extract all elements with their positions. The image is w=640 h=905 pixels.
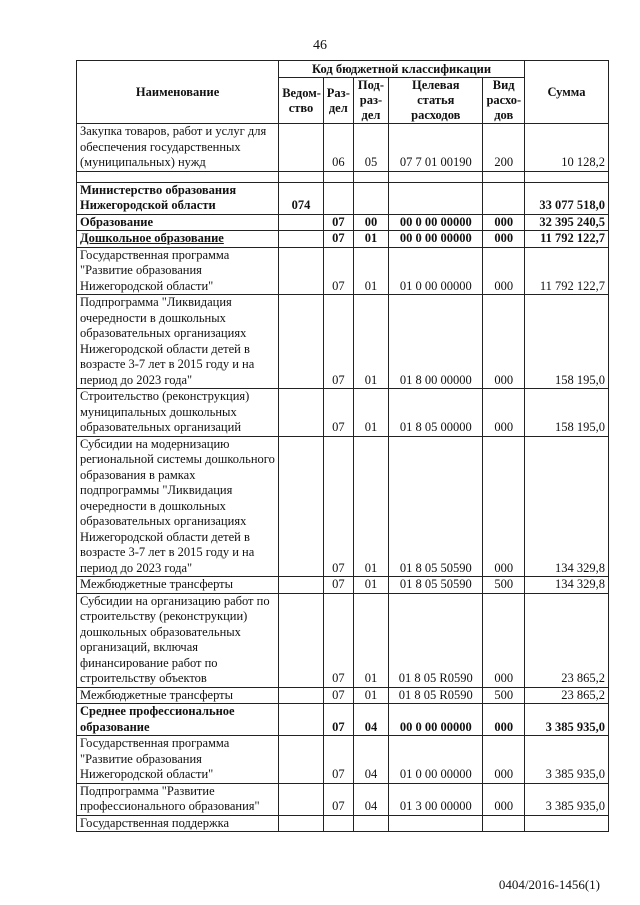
- row-razd: 06: [323, 124, 353, 172]
- row-cs: 01 8 05 R0590: [389, 687, 483, 704]
- budget-table: [76, 60, 609, 832]
- header-sum: Сумма: [524, 61, 608, 124]
- table-row: [77, 436, 609, 577]
- row-sum: 134 329,8: [524, 577, 608, 594]
- row-cs: 01 8 05 50590: [389, 436, 483, 577]
- row-sum: 134 329,8: [524, 436, 608, 577]
- row-name: Закупка товаров, работ и услуг для обеспечения государственных (муниципальных) нужд: [77, 124, 279, 172]
- row-sum: 23 865,2: [524, 687, 608, 704]
- header-name: Наименование: [77, 61, 279, 124]
- table-row: [77, 389, 609, 437]
- row-cs: 01 3 00 00000: [389, 783, 483, 815]
- table-row: [77, 214, 609, 231]
- row-sum: 32 395 240,5: [524, 214, 608, 231]
- row-vr: 000: [483, 295, 525, 389]
- row-ved: [279, 815, 324, 832]
- row-vr: 000: [483, 231, 525, 248]
- row-ved: [279, 783, 324, 815]
- header-code-group: Код бюджетной классификации: [279, 61, 525, 78]
- header-cs: Целевая статья расходов: [389, 78, 483, 124]
- row-razd: 07: [323, 389, 353, 437]
- row-razd: 07: [323, 783, 353, 815]
- row-cs: 01 0 00 00000: [389, 736, 483, 784]
- row-ved: [279, 436, 324, 577]
- row-podr: 01: [353, 247, 388, 295]
- row-podr: 01: [353, 389, 388, 437]
- row-sum: 11 792 122,7: [524, 247, 608, 295]
- row-cs: 01 8 05 50590: [389, 577, 483, 594]
- row-sum: 3 385 935,0: [524, 704, 608, 736]
- table-row: [77, 704, 609, 736]
- row-cs: [389, 182, 483, 214]
- row-sum: 158 195,0: [524, 389, 608, 437]
- table-row: [77, 295, 609, 389]
- row-name: Строительство (реконструкция) муниципальных дошкольных образовательных организаций: [77, 389, 279, 437]
- row-razd: 07: [323, 231, 353, 248]
- row-vr: 000: [483, 436, 525, 577]
- row-ved: [279, 295, 324, 389]
- row-sum: 158 195,0: [524, 295, 608, 389]
- row-name: Дошкольное образование: [77, 231, 279, 248]
- row-podr: 04: [353, 736, 388, 784]
- row-ved: [279, 736, 324, 784]
- table-row: [77, 783, 609, 815]
- row-cs: [389, 815, 483, 832]
- row-name: Подпрограмма "Ликвидация очередности в дошкольных образовательных организациях Нижегородской области детей в возрасте 3-7 лет в 2015 году и на период до 2023 года": [77, 295, 279, 389]
- row-name: Межбюджетные трансферты: [77, 577, 279, 594]
- row-sum: 3 385 935,0: [524, 783, 608, 815]
- row-podr: 01: [353, 436, 388, 577]
- row-name: Межбюджетные трансферты: [77, 687, 279, 704]
- row-podr: 04: [353, 783, 388, 815]
- row-vr: 200: [483, 124, 525, 172]
- row-ved: [279, 704, 324, 736]
- row-ved: [279, 593, 324, 687]
- row-name: Среднее профессиональное образование: [77, 704, 279, 736]
- row-ved: [279, 389, 324, 437]
- table-row: [77, 124, 609, 172]
- row-sum: [524, 815, 608, 832]
- row-razd: 07: [323, 247, 353, 295]
- row-ved: [279, 247, 324, 295]
- row-vr: 000: [483, 214, 525, 231]
- row-razd: 07: [323, 736, 353, 784]
- table-row: [77, 736, 609, 784]
- row-sum: 11 792 122,7: [524, 231, 608, 248]
- table-row: [77, 815, 609, 832]
- row-vr: 000: [483, 389, 525, 437]
- row-ved: [279, 231, 324, 248]
- row-vr: 500: [483, 687, 525, 704]
- row-razd: [323, 182, 353, 214]
- table-row: [77, 687, 609, 704]
- row-podr: 05: [353, 124, 388, 172]
- row-podr: 01: [353, 577, 388, 594]
- row-podr: 04: [353, 704, 388, 736]
- row-podr: 01: [353, 295, 388, 389]
- row-razd: 07: [323, 214, 353, 231]
- row-cs: 01 8 05 R0590: [389, 593, 483, 687]
- row-razd: 07: [323, 593, 353, 687]
- row-podr: [353, 182, 388, 214]
- row-name: Субсидии на модернизацию региональной системы дошкольного образования в рамках подпрограммы "Ликвидация очередности в дошкольных образовательных организациях Нижегородской области детей в возрасте 3-7 лет в 2015 году и на период до 2023 года": [77, 436, 279, 577]
- row-ved: [279, 124, 324, 172]
- row-cs: 01 8 05 00000: [389, 389, 483, 437]
- header-podr: Под-раз-дел: [353, 78, 388, 124]
- row-cs: 00 0 00 00000: [389, 231, 483, 248]
- row-vr: [483, 815, 525, 832]
- row-podr: 00: [353, 214, 388, 231]
- row-vr: 000: [483, 736, 525, 784]
- row-podr: 01: [353, 593, 388, 687]
- row-vr: 000: [483, 783, 525, 815]
- row-razd: 07: [323, 704, 353, 736]
- row-razd: [323, 815, 353, 832]
- row-podr: 01: [353, 687, 388, 704]
- row-ved: [279, 214, 324, 231]
- row-vr: 000: [483, 704, 525, 736]
- row-podr: [353, 815, 388, 832]
- row-razd: 07: [323, 687, 353, 704]
- row-cs: 01 0 00 00000: [389, 247, 483, 295]
- row-sum: 33 077 518,0: [524, 182, 608, 214]
- table-row: [77, 182, 609, 214]
- row-ved: [279, 687, 324, 704]
- row-vr: [483, 182, 525, 214]
- row-sum: 10 128,2: [524, 124, 608, 172]
- spacer-row: [77, 171, 609, 182]
- row-cs: 00 0 00 00000: [389, 704, 483, 736]
- row-name: Министерство образования Нижегородской области: [77, 182, 279, 214]
- header-razd: Раз-дел: [323, 78, 353, 124]
- row-cs: 07 7 01 00190: [389, 124, 483, 172]
- document-code: 0404/2016-1456(1): [498, 877, 600, 892]
- row-podr: 01: [353, 231, 388, 248]
- row-ved: 074: [279, 182, 324, 214]
- row-cs: 00 0 00 00000: [389, 214, 483, 231]
- header-vr: Вид расхо-дов: [483, 78, 525, 124]
- row-name: Субсидии на организацию работ по строительству (реконструкции) дошкольных образовательных организаций, включая финансирование работ по строительству объектов: [77, 593, 279, 687]
- row-sum: 3 385 935,0: [524, 736, 608, 784]
- row-razd: 07: [323, 436, 353, 577]
- row-razd: 07: [323, 295, 353, 389]
- row-name: Государственная поддержка: [77, 815, 279, 832]
- row-sum: 23 865,2: [524, 593, 608, 687]
- row-name: Подпрограмма "Развитие профессионального образования": [77, 783, 279, 815]
- row-vr: 500: [483, 577, 525, 594]
- row-vr: 000: [483, 593, 525, 687]
- row-cs: 01 8 00 00000: [389, 295, 483, 389]
- table-row: [77, 593, 609, 687]
- row-ved: [279, 577, 324, 594]
- row-name: Государственная программа "Развитие образования Нижегородской области": [77, 247, 279, 295]
- row-razd: 07: [323, 577, 353, 594]
- table-row: [77, 247, 609, 295]
- table-row: [77, 231, 609, 248]
- header-ved: Ведом-ство: [279, 78, 324, 124]
- row-name: Государственная программа "Развитие образования Нижегородской области": [77, 736, 279, 784]
- table-row: [77, 577, 609, 594]
- row-vr: 000: [483, 247, 525, 295]
- page-number: 46: [313, 38, 327, 53]
- row-name: Образование: [77, 214, 279, 231]
